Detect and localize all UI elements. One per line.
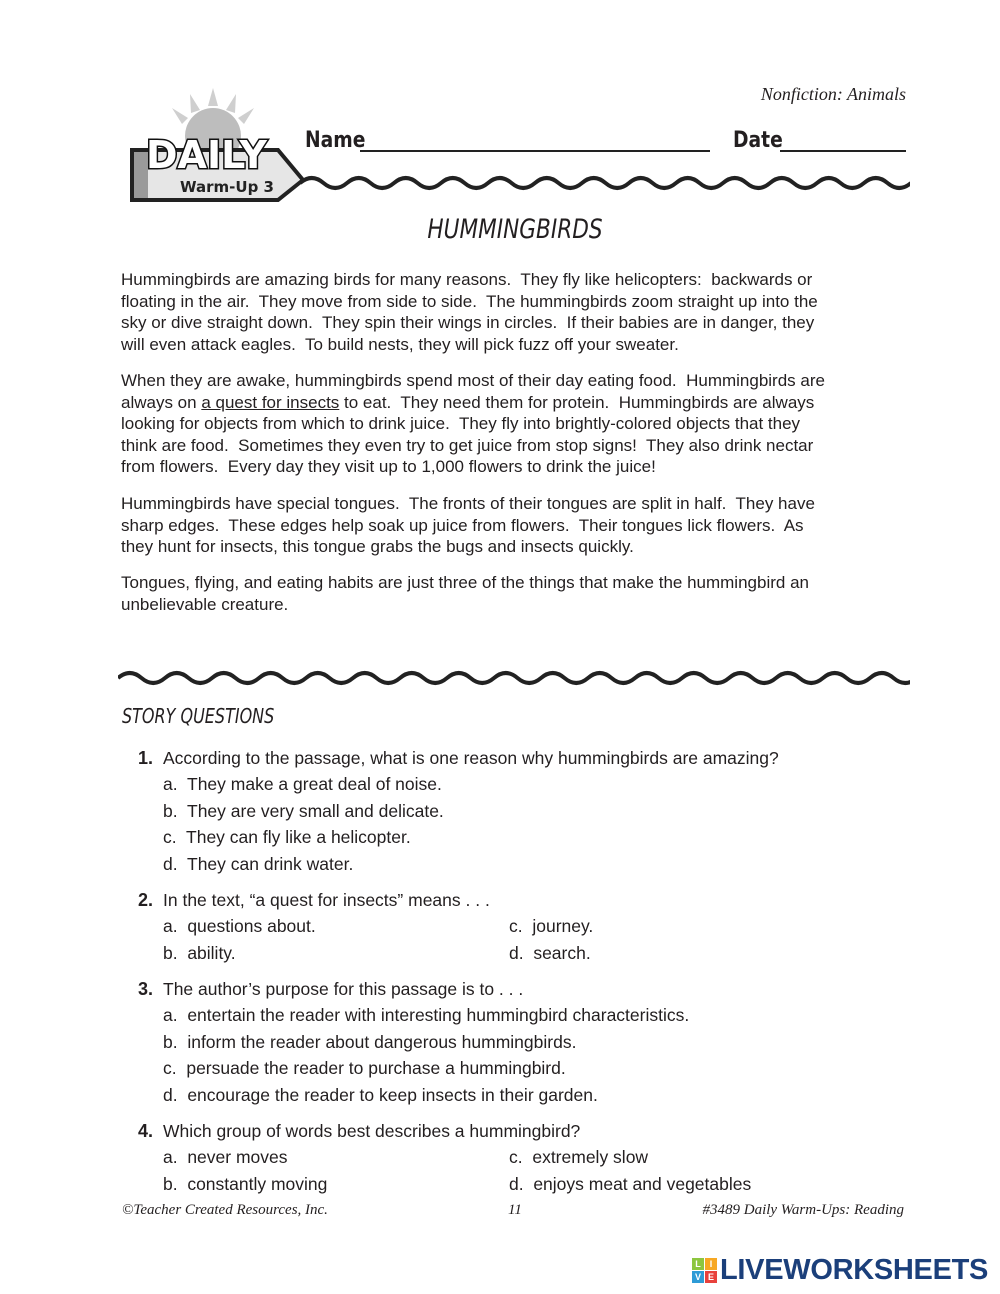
text-segment: floating in the air. They move from side to side. The hummingbirds zoom straight up into the bbox=[121, 291, 818, 311]
question-number: 4. bbox=[138, 1121, 154, 1141]
badge-letter: E bbox=[705, 1271, 717, 1283]
text-segment: Hummingbirds are amazing birds for many reasons. They fly like helicopters: backwards or bbox=[121, 270, 813, 289]
brand-text: LIVEWORKSHEETS bbox=[720, 1254, 989, 1286]
text-segment: sharp edges. These edges help soak up juice from flowers. Their tongues lick flowers. As bbox=[121, 515, 804, 535]
answer-option[interactable]: c. extremely slow bbox=[509, 1147, 649, 1168]
live-badge-icon bbox=[692, 1258, 717, 1283]
text-segment: to eat. They need them for protein. Hummingbirds are always bbox=[339, 392, 815, 412]
text-segment: Hummingbirds have special tongues. The fronts of their tongues are split in half. They have bbox=[121, 494, 815, 513]
footer-page-number: 11 bbox=[508, 1202, 522, 1218]
passage-line bbox=[121, 494, 815, 514]
page-title: HUMMINGBIRDS bbox=[427, 214, 603, 245]
text-segment: Tongues, flying, and eating habits are just three of the things that make the hummingbird an bbox=[121, 573, 809, 592]
answer-option[interactable]: d. search. bbox=[509, 942, 591, 963]
question-text: In the text, “a quest for insects” means . . . bbox=[163, 890, 490, 910]
question-number: 3. bbox=[138, 979, 154, 999]
answer-option[interactable]: d. encourage the reader to keep insects in their garden. bbox=[163, 1084, 598, 1105]
passage-line bbox=[121, 537, 634, 557]
passage-line bbox=[121, 516, 804, 536]
text-segment: always on bbox=[121, 392, 202, 412]
answer-option[interactable]: a. never moves bbox=[163, 1147, 288, 1168]
passage-line bbox=[121, 573, 809, 593]
passage-line bbox=[121, 436, 813, 456]
date-label: Date bbox=[733, 128, 783, 153]
passage-line bbox=[121, 292, 818, 312]
question-text: Which group of words best describes a hummingbird? bbox=[163, 1121, 581, 1141]
passage-line bbox=[121, 270, 812, 290]
liveworksheets-logo[interactable] bbox=[692, 1254, 988, 1287]
passage-line bbox=[121, 414, 800, 434]
wavy-divider-top bbox=[300, 170, 910, 196]
question-number: 1. bbox=[138, 748, 154, 768]
question-number: 2. bbox=[138, 890, 154, 910]
answer-option[interactable]: a. They make a great deal of noise. bbox=[163, 774, 442, 795]
footer-copyright: ©Teacher Created Resources, Inc. bbox=[122, 1202, 328, 1218]
passage-line bbox=[121, 335, 679, 355]
answer-option[interactable]: d. enjoys meat and vegetables bbox=[509, 1173, 752, 1194]
answer-option[interactable]: c. persuade the reader to purchase a hummingbird. bbox=[163, 1058, 566, 1079]
name-field[interactable] bbox=[360, 150, 710, 152]
question-text: The author’s purpose for this passage is to . . . bbox=[163, 979, 524, 999]
answer-option[interactable]: a. entertain the reader with interesting hummingbird characteristics. bbox=[163, 1005, 690, 1026]
passage-line bbox=[121, 371, 825, 391]
category-label: Nonfiction: Animals bbox=[760, 84, 906, 104]
question-text: According to the passage, what is one reason why hummingbirds are amazing? bbox=[163, 748, 779, 768]
text-segment: they hunt for insects, this tongue grabs the bugs and insects quickly. bbox=[121, 537, 634, 557]
passage-line bbox=[121, 457, 656, 477]
logo-warmup-text: Warm-Up 3 bbox=[180, 178, 274, 196]
answer-option[interactable]: b. They are very small and delicate. bbox=[163, 800, 444, 821]
passage-line bbox=[121, 595, 288, 615]
passage-line bbox=[121, 313, 814, 333]
badge-letter: L bbox=[692, 1258, 704, 1270]
text-segment: sky or dive straight down. They spin their wings in circles. If their babies are in danger, they bbox=[121, 313, 815, 333]
name-label: Name bbox=[305, 128, 366, 153]
answer-option[interactable]: c. They can fly like a helicopter. bbox=[163, 827, 411, 848]
footer-book-title: #3489 Daily Warm-Ups: Reading bbox=[702, 1202, 904, 1218]
date-field[interactable] bbox=[780, 150, 906, 152]
answer-option[interactable]: b. constantly moving bbox=[163, 1173, 328, 1194]
text-segment: will even attack eagles. To build nests, they will pick fuzz off your sweater. bbox=[121, 334, 679, 354]
answer-option[interactable]: c. journey. bbox=[509, 916, 594, 937]
answer-option[interactable]: b. ability. bbox=[163, 942, 236, 963]
text-segment: looking for objects from which to drink juice. They fly into brightly-colored objects that they bbox=[121, 414, 801, 434]
wavy-divider-bottom bbox=[118, 664, 910, 692]
badge-letter: V bbox=[692, 1271, 704, 1283]
answer-option[interactable]: b. inform the reader about dangerous hummingbirds. bbox=[163, 1031, 577, 1052]
text-segment: When they are awake, hummingbirds spend most of their day eating food. Hummingbirds are bbox=[121, 371, 825, 390]
answer-option[interactable]: d. They can drink water. bbox=[163, 853, 354, 874]
badge-letter: I bbox=[705, 1258, 717, 1270]
text-segment: unbelievable creature. bbox=[121, 594, 289, 614]
answer-option[interactable]: a. questions about. bbox=[163, 916, 316, 937]
text-segment: think are food. Sometimes they even try to get juice from stop signs! They also drink nectar bbox=[121, 435, 814, 455]
passage-line bbox=[121, 393, 814, 413]
text-segment: from flowers. Every day they visit up to 1,000 flowers to drink the juice! bbox=[121, 457, 656, 477]
daily-warmup-logo bbox=[128, 88, 328, 203]
underlined-phrase: a quest for insects bbox=[201, 392, 340, 412]
questions-heading: STORY QUESTIONS bbox=[122, 704, 275, 728]
logo-daily-text: DAILY bbox=[146, 133, 267, 177]
